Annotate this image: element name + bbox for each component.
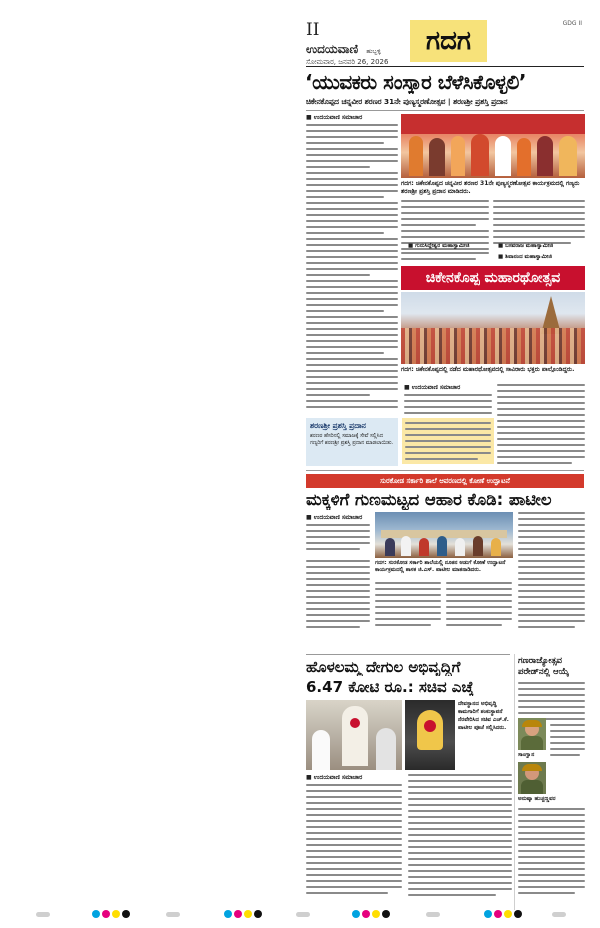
story3-body-col4	[446, 582, 512, 626]
story1-body-col2b	[401, 252, 489, 260]
story3-body-col1	[306, 524, 370, 550]
story2-photo	[401, 292, 585, 364]
story2-body-col2	[497, 384, 585, 464]
story2-photo-caption: ಗದಗ: ಚಿಕೇನಕೊಪ್ಪದಲ್ಲಿ ನಡೆದ ಮಹಾರಥೋತ್ಸವದಲ್ಲಿ ಸಾವಿರಾರು ಭಕ್ತರು ಪಾಲ್ಗೊಂಡಿದ್ದರು.	[401, 366, 575, 373]
story4-top-rule	[306, 654, 510, 655]
story5-divider	[514, 654, 515, 910]
story1-awardee-3: ■ ಶಿವಾನಂದ ಮಹಾಸ್ವಾಮೀಜಿ	[498, 254, 552, 260]
masthead-suffix: ಹುಬ್ಬಳ್ಳಿ	[366, 48, 381, 55]
story3-body-col5	[518, 512, 585, 628]
page-number: II	[306, 20, 320, 40]
story3-kicker-text: ಸುರಕೋಡ ಸರ್ಕಾರಿ ಶಾಲೆ ಆವರಣದಲ್ಲಿ ಕೋಣೆ ಉದ್ಘಾಟನೆ	[380, 476, 510, 485]
infobox-text: ಶರಣರ ಹೆಸರಿನಲ್ಲಿ ಸಮಾಜಕ್ಕೆ ಸೇವೆ ಸಲ್ಲಿಸಿದ ಗಣ್ಯರಿಗೆ ಶರಣಶ್ರೀ ಪ್ರಶಸ್ತಿ ಪ್ರದಾನ ಮಾಡಲಾಯಿತು.	[310, 433, 394, 446]
story1-body-col1	[306, 124, 398, 408]
story1-credit: ■ ಉದಯವಾಣಿ ಸಮಾಚಾರ	[306, 114, 363, 121]
infobox-title: ಶರಣಶ್ರೀ ಪ್ರಶಸ್ತಿ ಪ್ರದಾನ	[310, 421, 366, 430]
infobox	[306, 418, 398, 466]
story1-awardee-1: ■ ಗುರುಸಿದ್ದೇಶ್ವರ ಮಹಾಸ್ವಾಮೀಜಿ	[408, 243, 470, 249]
story4-body-col1	[306, 784, 402, 894]
story3-photo	[375, 512, 513, 558]
story3-kicker	[306, 474, 584, 488]
masthead-title: ಉದಯವಾಣಿ	[306, 42, 359, 56]
story3-photo-caption: ಗದಗ: ಸುರಕೋಡ ಸರ್ಕಾರಿ ಶಾಲೆಯಲ್ಲಿ ನೂತನ ಅಡುಗೆ ಕೋಣೆ ಉದ್ಘಾಟನೆ ಕಾರ್ಯಕ್ರಮದಲ್ಲಿ ಶಾಸಕ ಜಿ.ಎಸ್. ಪಾಟೀಲ ಮಾತನಾಡಿದರು.	[375, 560, 506, 573]
story4-credit: ■ ಉದಯವಾಣಿ ಸಮಾಚಾರ	[306, 774, 363, 781]
story5-photo-1	[518, 718, 546, 750]
story5-photo-2	[518, 762, 546, 794]
story4-photo-caption: ದೇವಸ್ಥಾನದ ಅಭಿವೃದ್ಧಿ ಕಾಮಗಾರಿಗೆ ಶಂಕುಸ್ಥಾಪನೆ ನೆರವೇರಿಸಿದ ಸಚಿವ ಎಚ್.ಕೆ. ಪಾಟೀಲ ಪೂಜೆ ಸಲ್ಲಿಸಿದರು.	[458, 701, 509, 731]
masthead	[306, 42, 381, 57]
story1-awardee-2: ■ ಬಸವರಾಜ ಮಹಾಸ್ವಾಮೀಜಿ	[498, 243, 554, 249]
story5-person2: ಅನುಷ್ಕಾ ಹುಚ್ಚಣ್ಣವರ	[518, 796, 556, 802]
story5-person1: ಸಾಂಗ್ವಾನ	[518, 752, 535, 758]
story5-body-bottom	[518, 808, 585, 894]
story1-subhead: ಚಿಕೇನಕೊಪ್ಪದ ಚನ್ನವೀರ ಶರಣರ 31ನೇ ಪುಣ್ಯಸ್ಮರಣೋತ್ಸವ | ಶರಣಶ್ರೀ ಪ್ರಶಸ್ತಿ ಪ್ರದಾನ	[306, 97, 508, 106]
dateline: ಸೋಮವಾರ, ಜನವರಿ 26, 2026	[306, 58, 389, 66]
story5-body-top	[518, 682, 585, 720]
story3-credit: ■ ಉದಯವಾಣಿ ಸಮಾಚಾರ	[306, 514, 363, 521]
story3-body-col2	[306, 560, 370, 628]
story1-photo-caption: ಗದಗ: ಚಿಕೇನಕೊಪ್ಪದ ಚನ್ನವೀರ ಶರಣರ 31ನೇ ಪುಣ್ಯಸ್ಮರಣೋತ್ಸವ ಕಾರ್ಯಕ್ರಮದಲ್ಲಿ ಗಣ್ಯರು ಶರಣಶ್ರೀ ಪ್ರಶಸ್ತಿ ಪ್ರದಾನ ಮಾಡಿದರು.	[401, 180, 580, 195]
story3-headline: ಮಕ್ಕಳಿಗೆ ಗುಣಮಟ್ಟದ ಆಹಾರ ಕೊಡಿ: ಪಾಟೀಲ	[306, 490, 552, 509]
story1-body-col3	[493, 200, 585, 244]
story4-headline-1: ಹೊಳಲಮ್ಮ ದೇಗುಲ ಅಭಿವೃದ್ಧಿಗೆ	[306, 658, 461, 676]
header-rule	[306, 66, 584, 67]
story2-banner	[401, 266, 585, 290]
story3-body-col3	[375, 582, 441, 626]
story4-photo	[306, 700, 402, 770]
story1-photo	[401, 114, 585, 178]
story4-photo-2	[405, 700, 455, 770]
section-label	[410, 20, 487, 62]
story2-body-col1	[404, 394, 492, 420]
story3-top-rule	[306, 470, 584, 471]
story5-body-mid	[550, 718, 585, 756]
corner-code: GDG II	[562, 20, 582, 27]
story2-credit: ■ ಉದಯವಾಣಿ ಸಮಾಚಾರ	[404, 384, 461, 391]
story1-rule	[306, 110, 584, 111]
section-title: ಗದಗ	[426, 25, 471, 56]
story2-banner-text: ಚಿಕೇನಕೊಪ್ಪ ಮಹಾರಥೋತ್ಸವ	[425, 270, 561, 286]
story1-headline: ‘ಯುವಕರು ಸಂಸ್ಕಾರ ಬೆಳೆಸಿಕೊಳ್ಳಲಿ’	[305, 70, 526, 94]
story2-highlight	[402, 418, 494, 464]
story4-body-col2	[408, 774, 512, 896]
story4-headline-2: 6.47 ಕೋಟಿ ರೂ.: ಸಚಿವ ಎಚ್ಕೆ	[306, 678, 474, 696]
story5-headline: ಗಣರಾಜ್ಯೋತ್ಸವ ಪರೇಡ್‌ನಲ್ಲಿ ಆಯ್ಕೆ	[518, 656, 569, 677]
